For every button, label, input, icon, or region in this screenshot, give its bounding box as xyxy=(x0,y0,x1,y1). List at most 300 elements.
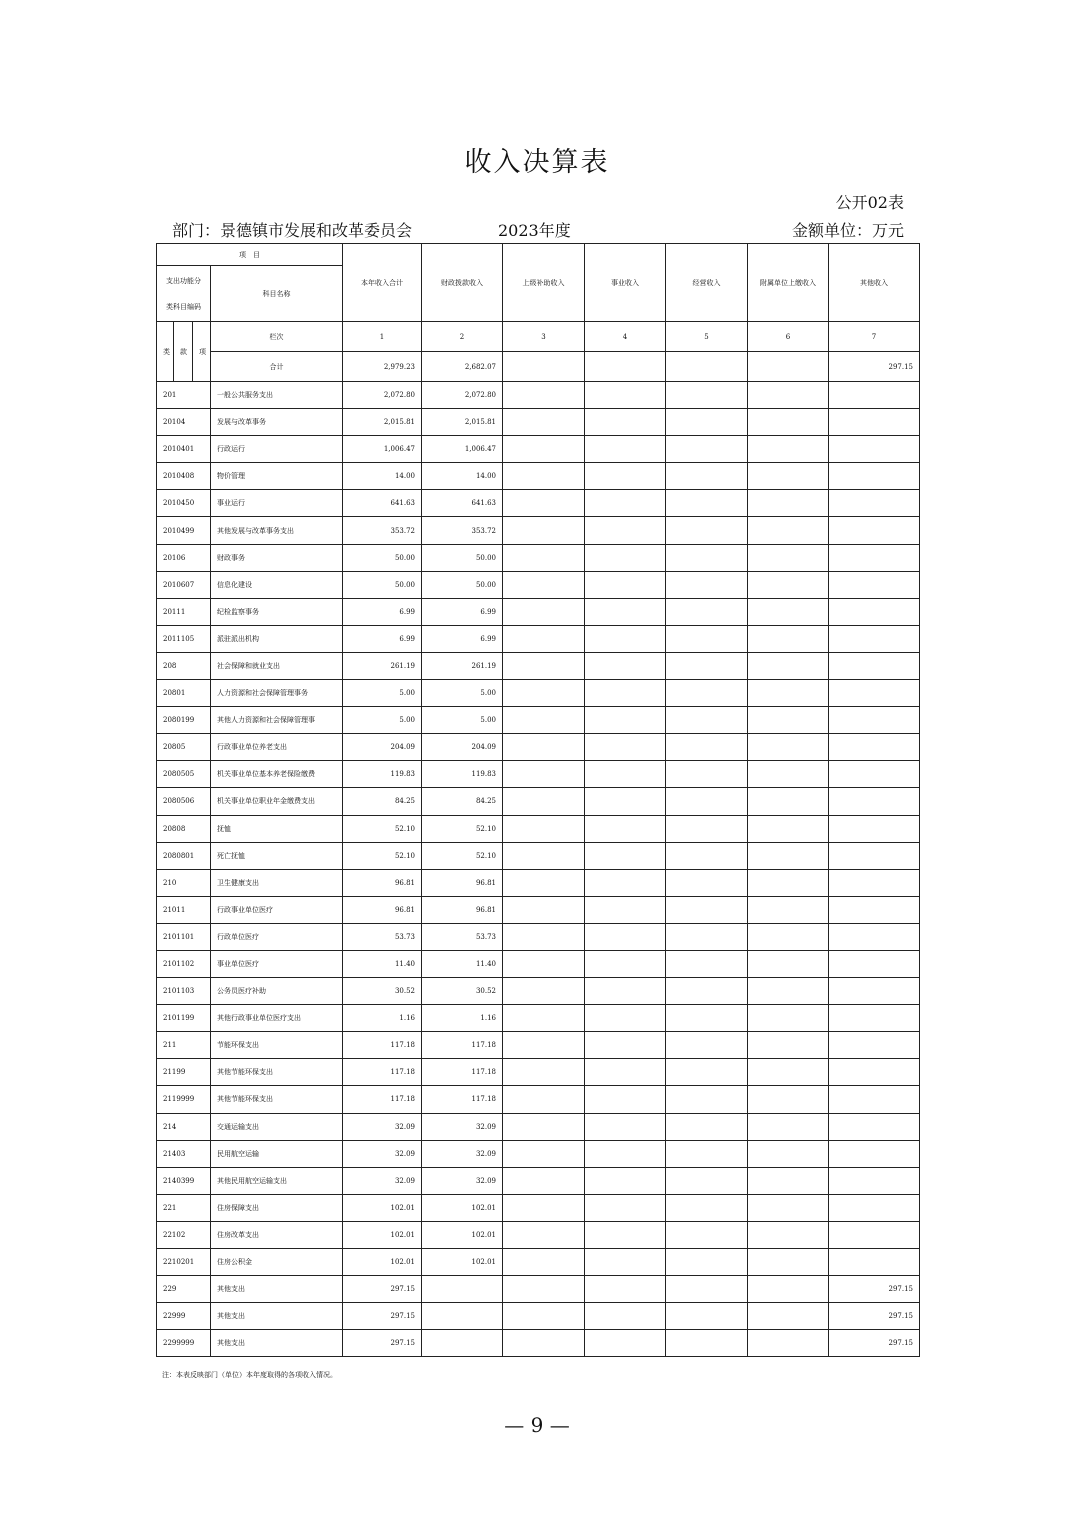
row-code: 2101101 xyxy=(157,923,211,950)
row-code: 221 xyxy=(157,1194,211,1221)
row-value-1: 52.10 xyxy=(343,842,422,869)
row-value-6 xyxy=(748,1330,829,1357)
row-code: 20808 xyxy=(157,815,211,842)
row-value-7: 297.15 xyxy=(829,1330,920,1357)
row-value-4 xyxy=(585,1221,666,1248)
row-name: 行政单位医疗 xyxy=(211,923,343,950)
row-value-2: 117.18 xyxy=(422,1032,503,1059)
row-value-6 xyxy=(748,1167,829,1194)
row-code: 20805 xyxy=(157,734,211,761)
row-value-4 xyxy=(585,978,666,1005)
row-value-1: 6.99 xyxy=(343,625,422,652)
row-value-7 xyxy=(829,1194,920,1221)
row-value-4 xyxy=(585,409,666,436)
table-body xyxy=(157,382,920,1357)
row-value-6 xyxy=(748,815,829,842)
row-value-7 xyxy=(829,680,920,707)
row-value-4 xyxy=(585,490,666,517)
row-name: 人力资源和社会保障管理事务 xyxy=(211,680,343,707)
header-kuan: 款 xyxy=(174,322,193,382)
row-value-4 xyxy=(585,1249,666,1276)
row-value-2: 6.99 xyxy=(422,598,503,625)
row-value-3 xyxy=(503,815,585,842)
row-value-2: 96.81 xyxy=(422,869,503,896)
row-value-7 xyxy=(829,1167,920,1194)
row-value-1: 50.00 xyxy=(343,544,422,571)
row-value-6 xyxy=(748,1059,829,1086)
table-row xyxy=(157,544,920,571)
row-value-3 xyxy=(503,1059,585,1086)
row-value-5 xyxy=(666,869,748,896)
row-value-3 xyxy=(503,1032,585,1059)
row-value-6 xyxy=(748,1303,829,1330)
row-value-3 xyxy=(503,625,585,652)
row-value-3 xyxy=(503,1221,585,1248)
table-row xyxy=(157,625,920,652)
row-value-1: 2,072.80 xyxy=(343,382,422,409)
row-value-5 xyxy=(666,1032,748,1059)
table-row xyxy=(157,652,920,679)
row-name: 死亡抚恤 xyxy=(211,842,343,869)
row-code: 208 xyxy=(157,652,211,679)
row-value-4 xyxy=(585,517,666,544)
row-value-2: 117.18 xyxy=(422,1059,503,1086)
row-value-1: 117.18 xyxy=(343,1086,422,1113)
table-note: 注：本表反映部门（单位）本年度取得的各项收入情况。 xyxy=(162,1371,337,1379)
row-value-1: 32.09 xyxy=(343,1113,422,1140)
row-value-7 xyxy=(829,1086,920,1113)
total-value-5 xyxy=(666,352,748,382)
table-row xyxy=(157,788,920,815)
row-value-3 xyxy=(503,950,585,977)
row-value-5 xyxy=(666,1194,748,1221)
row-value-6 xyxy=(748,869,829,896)
row-value-3 xyxy=(503,1330,585,1357)
row-value-2: 52.10 xyxy=(422,815,503,842)
row-value-6 xyxy=(748,1086,829,1113)
row-value-5 xyxy=(666,1303,748,1330)
row-value-6 xyxy=(748,382,829,409)
row-value-6 xyxy=(748,436,829,463)
table-row xyxy=(157,978,920,1005)
col-num-2: 2 xyxy=(422,322,503,352)
row-code: 21199 xyxy=(157,1059,211,1086)
row-value-3 xyxy=(503,544,585,571)
row-value-2: 14.00 xyxy=(422,463,503,490)
row-name: 事业运行 xyxy=(211,490,343,517)
row-value-2 xyxy=(422,1303,503,1330)
row-value-7 xyxy=(829,1005,920,1032)
row-value-1: 117.18 xyxy=(343,1059,422,1086)
row-value-1: 102.01 xyxy=(343,1249,422,1276)
row-value-2: 117.18 xyxy=(422,1086,503,1113)
row-value-5 xyxy=(666,571,748,598)
row-value-4 xyxy=(585,1059,666,1086)
table-row xyxy=(157,382,920,409)
table-row xyxy=(157,1167,920,1194)
row-value-5 xyxy=(666,896,748,923)
row-value-2: 11.40 xyxy=(422,950,503,977)
row-value-4 xyxy=(585,923,666,950)
table-row xyxy=(157,1303,920,1330)
row-name: 公务员医疗补助 xyxy=(211,978,343,1005)
row-value-5 xyxy=(666,1005,748,1032)
row-value-7 xyxy=(829,1032,920,1059)
row-value-4 xyxy=(585,1194,666,1221)
row-value-4 xyxy=(585,1032,666,1059)
row-value-5 xyxy=(666,1113,748,1140)
row-value-1: 1,006.47 xyxy=(343,436,422,463)
row-value-1: 50.00 xyxy=(343,571,422,598)
row-value-3 xyxy=(503,1086,585,1113)
row-value-3 xyxy=(503,1194,585,1221)
row-value-2: 32.09 xyxy=(422,1167,503,1194)
row-value-7 xyxy=(829,517,920,544)
table-row xyxy=(157,815,920,842)
row-value-7 xyxy=(829,896,920,923)
row-value-1: 204.09 xyxy=(343,734,422,761)
table-row xyxy=(157,1221,920,1248)
row-value-1: 5.00 xyxy=(343,707,422,734)
row-value-1: 53.73 xyxy=(343,923,422,950)
row-value-5 xyxy=(666,382,748,409)
row-value-1: 5.00 xyxy=(343,680,422,707)
row-value-6 xyxy=(748,625,829,652)
row-value-2: 5.00 xyxy=(422,680,503,707)
row-value-3 xyxy=(503,1249,585,1276)
row-code: 2080199 xyxy=(157,707,211,734)
row-value-4 xyxy=(585,1086,666,1113)
row-value-4 xyxy=(585,734,666,761)
row-code: 2010450 xyxy=(157,490,211,517)
row-value-2 xyxy=(422,1276,503,1303)
row-name: 住房改革支出 xyxy=(211,1221,343,1248)
table-row xyxy=(157,1249,920,1276)
row-code: 20106 xyxy=(157,544,211,571)
row-value-4 xyxy=(585,950,666,977)
row-code: 2010408 xyxy=(157,463,211,490)
row-value-6 xyxy=(748,707,829,734)
row-value-3 xyxy=(503,680,585,707)
row-value-4 xyxy=(585,680,666,707)
table-number: 公开02表 xyxy=(835,193,904,212)
row-name: 机关事业单位职业年金缴费支出 xyxy=(211,788,343,815)
row-value-7 xyxy=(829,1140,920,1167)
row-name: 财政事务 xyxy=(211,544,343,571)
row-value-5 xyxy=(666,1086,748,1113)
row-value-7 xyxy=(829,788,920,815)
row-value-7 xyxy=(829,1059,920,1086)
header-col-1: 本年收入合计 xyxy=(343,244,422,322)
row-value-1: 11.40 xyxy=(343,950,422,977)
row-name: 事业单位医疗 xyxy=(211,950,343,977)
col-num-5: 5 xyxy=(666,322,748,352)
row-value-2: 30.52 xyxy=(422,978,503,1005)
row-value-5 xyxy=(666,517,748,544)
table-row xyxy=(157,463,920,490)
row-value-4 xyxy=(585,1113,666,1140)
total-value-6 xyxy=(748,352,829,382)
row-value-7 xyxy=(829,1113,920,1140)
table-row xyxy=(157,869,920,896)
row-code: 2210201 xyxy=(157,1249,211,1276)
row-value-3 xyxy=(503,598,585,625)
row-value-4 xyxy=(585,788,666,815)
page-number: — 9 — xyxy=(504,1413,570,1437)
row-value-5 xyxy=(666,923,748,950)
row-name: 一般公共服务支出 xyxy=(211,382,343,409)
table-row xyxy=(157,1330,920,1357)
row-name: 住房保障支出 xyxy=(211,1194,343,1221)
row-value-6 xyxy=(748,463,829,490)
row-value-7: 297.15 xyxy=(829,1276,920,1303)
row-name: 节能环保支出 xyxy=(211,1032,343,1059)
row-code: 2140399 xyxy=(157,1167,211,1194)
row-name: 其他人力资源和社会保障管理事 xyxy=(211,707,343,734)
page-title: 收入决算表 xyxy=(464,147,610,178)
row-code: 20111 xyxy=(157,598,211,625)
row-code: 2010401 xyxy=(157,436,211,463)
row-value-2: 204.09 xyxy=(422,734,503,761)
row-value-6 xyxy=(748,978,829,1005)
row-value-2: 102.01 xyxy=(422,1194,503,1221)
row-value-4 xyxy=(585,382,666,409)
row-code: 2299999 xyxy=(157,1330,211,1357)
table-row xyxy=(157,1194,920,1221)
table-header xyxy=(157,244,920,382)
row-value-6 xyxy=(748,761,829,788)
row-name: 行政运行 xyxy=(211,436,343,463)
row-value-6 xyxy=(748,734,829,761)
header-xiang: 项 xyxy=(193,322,211,382)
row-value-7 xyxy=(829,463,920,490)
row-value-3 xyxy=(503,1005,585,1032)
table-row xyxy=(157,1005,920,1032)
row-value-1: 32.09 xyxy=(343,1140,422,1167)
row-value-3 xyxy=(503,761,585,788)
table-row xyxy=(157,517,920,544)
header-code-label-line2: 类科目编码 xyxy=(166,302,201,311)
table-row xyxy=(157,1113,920,1140)
row-code: 2101103 xyxy=(157,978,211,1005)
header-lei: 类 xyxy=(157,322,174,382)
row-value-6 xyxy=(748,598,829,625)
table-row xyxy=(157,896,920,923)
row-value-2 xyxy=(422,1330,503,1357)
row-name: 纪检监察事务 xyxy=(211,598,343,625)
header-code-label xyxy=(157,266,211,322)
row-value-4 xyxy=(585,598,666,625)
row-value-5 xyxy=(666,1059,748,1086)
row-value-6 xyxy=(748,680,829,707)
row-name: 行政事业单位医疗 xyxy=(211,896,343,923)
row-name: 机关事业单位基本养老保险缴费 xyxy=(211,761,343,788)
row-value-5 xyxy=(666,625,748,652)
row-name: 卫生健康支出 xyxy=(211,869,343,896)
row-value-7 xyxy=(829,490,920,517)
row-value-3 xyxy=(503,869,585,896)
row-value-4 xyxy=(585,869,666,896)
header-lanci: 栏次 xyxy=(211,322,343,352)
row-value-4 xyxy=(585,707,666,734)
table-row xyxy=(157,436,920,463)
row-value-4 xyxy=(585,463,666,490)
table-row xyxy=(157,707,920,734)
row-value-6 xyxy=(748,544,829,571)
row-value-2: 261.19 xyxy=(422,652,503,679)
row-value-2: 50.00 xyxy=(422,544,503,571)
row-code: 201 xyxy=(157,382,211,409)
row-code: 210 xyxy=(157,869,211,896)
row-value-4 xyxy=(585,544,666,571)
row-value-4 xyxy=(585,625,666,652)
row-value-5 xyxy=(666,680,748,707)
row-value-5 xyxy=(666,1167,748,1194)
row-code: 2080801 xyxy=(157,842,211,869)
row-value-3 xyxy=(503,842,585,869)
row-value-2: 2,015.81 xyxy=(422,409,503,436)
row-code: 214 xyxy=(157,1113,211,1140)
row-value-1: 297.15 xyxy=(343,1330,422,1357)
row-code: 2101102 xyxy=(157,950,211,977)
row-value-3 xyxy=(503,571,585,598)
row-value-2: 32.09 xyxy=(422,1140,503,1167)
row-value-1: 102.01 xyxy=(343,1194,422,1221)
row-value-7 xyxy=(829,409,920,436)
header-xiangmu: 项 目 xyxy=(157,244,343,266)
row-value-6 xyxy=(748,1276,829,1303)
row-value-2: 96.81 xyxy=(422,896,503,923)
row-value-5 xyxy=(666,409,748,436)
row-value-5 xyxy=(666,490,748,517)
row-value-5 xyxy=(666,463,748,490)
row-name: 其他支出 xyxy=(211,1276,343,1303)
row-name: 民用航空运输 xyxy=(211,1140,343,1167)
row-name: 其他支出 xyxy=(211,1303,343,1330)
row-value-2: 119.83 xyxy=(422,761,503,788)
row-value-3 xyxy=(503,1303,585,1330)
table-row xyxy=(157,923,920,950)
row-value-2: 6.99 xyxy=(422,625,503,652)
row-value-1: 297.15 xyxy=(343,1303,422,1330)
row-value-3 xyxy=(503,409,585,436)
row-name: 住房公积金 xyxy=(211,1249,343,1276)
row-value-1: 2,015.81 xyxy=(343,409,422,436)
row-name: 其他节能环保支出 xyxy=(211,1059,343,1086)
row-value-3 xyxy=(503,517,585,544)
row-value-6 xyxy=(748,950,829,977)
row-value-1: 119.83 xyxy=(343,761,422,788)
row-value-1: 117.18 xyxy=(343,1032,422,1059)
row-value-7 xyxy=(829,598,920,625)
header-col-4: 事业收入 xyxy=(585,244,666,322)
row-value-6 xyxy=(748,1221,829,1248)
row-value-2: 102.01 xyxy=(422,1249,503,1276)
header-name-label: 科目名称 xyxy=(211,266,343,322)
row-value-7 xyxy=(829,815,920,842)
row-value-5 xyxy=(666,598,748,625)
row-value-7 xyxy=(829,869,920,896)
row-value-2: 32.09 xyxy=(422,1113,503,1140)
row-value-6 xyxy=(748,788,829,815)
row-value-3 xyxy=(503,1276,585,1303)
row-value-6 xyxy=(748,896,829,923)
row-value-2: 353.72 xyxy=(422,517,503,544)
row-value-7 xyxy=(829,436,920,463)
table-row xyxy=(157,598,920,625)
table-row xyxy=(157,680,920,707)
row-name: 派驻派出机构 xyxy=(211,625,343,652)
row-value-7 xyxy=(829,923,920,950)
row-value-4 xyxy=(585,1330,666,1357)
row-value-1: 30.52 xyxy=(343,978,422,1005)
row-value-7 xyxy=(829,625,920,652)
row-value-4 xyxy=(585,1005,666,1032)
row-value-1: 353.72 xyxy=(343,517,422,544)
row-code: 2011105 xyxy=(157,625,211,652)
row-name: 发展与改革事务 xyxy=(211,409,343,436)
row-value-6 xyxy=(748,1005,829,1032)
row-name: 信息化建设 xyxy=(211,571,343,598)
row-value-2: 5.00 xyxy=(422,707,503,734)
row-value-7 xyxy=(829,1221,920,1248)
row-value-7: 297.15 xyxy=(829,1303,920,1330)
row-value-6 xyxy=(748,923,829,950)
row-name: 交通运输支出 xyxy=(211,1113,343,1140)
row-value-7 xyxy=(829,544,920,571)
row-value-5 xyxy=(666,1221,748,1248)
header-col-2: 财政拨款收入 xyxy=(422,244,503,322)
row-value-1: 261.19 xyxy=(343,652,422,679)
row-value-5 xyxy=(666,815,748,842)
col-num-6: 6 xyxy=(748,322,829,352)
row-value-6 xyxy=(748,652,829,679)
col-num-3: 3 xyxy=(503,322,585,352)
row-value-3 xyxy=(503,896,585,923)
row-value-3 xyxy=(503,707,585,734)
table-row xyxy=(157,1059,920,1086)
col-num-1: 1 xyxy=(343,322,422,352)
row-value-6 xyxy=(748,1032,829,1059)
row-value-6 xyxy=(748,1194,829,1221)
table-row xyxy=(157,761,920,788)
row-value-2: 1,006.47 xyxy=(422,436,503,463)
row-value-1: 1.16 xyxy=(343,1005,422,1032)
row-code: 2080506 xyxy=(157,788,211,815)
row-value-4 xyxy=(585,761,666,788)
row-value-3 xyxy=(503,788,585,815)
row-value-7 xyxy=(829,652,920,679)
row-value-5 xyxy=(666,761,748,788)
row-value-5 xyxy=(666,978,748,1005)
row-value-2: 641.63 xyxy=(422,490,503,517)
row-value-6 xyxy=(748,842,829,869)
row-value-3 xyxy=(503,734,585,761)
row-name: 其他支出 xyxy=(211,1330,343,1357)
row-name: 行政事业单位养老支出 xyxy=(211,734,343,761)
row-value-1: 96.81 xyxy=(343,896,422,923)
table-row xyxy=(157,1086,920,1113)
row-name: 其他民用航空运输支出 xyxy=(211,1167,343,1194)
row-value-2: 102.01 xyxy=(422,1221,503,1248)
row-value-4 xyxy=(585,571,666,598)
header-col-5: 经营收入 xyxy=(666,244,748,322)
unit-label: 金额单位：万元 xyxy=(791,221,904,240)
row-value-3 xyxy=(503,382,585,409)
row-value-1: 641.63 xyxy=(343,490,422,517)
row-value-1: 84.25 xyxy=(343,788,422,815)
row-value-7 xyxy=(829,571,920,598)
